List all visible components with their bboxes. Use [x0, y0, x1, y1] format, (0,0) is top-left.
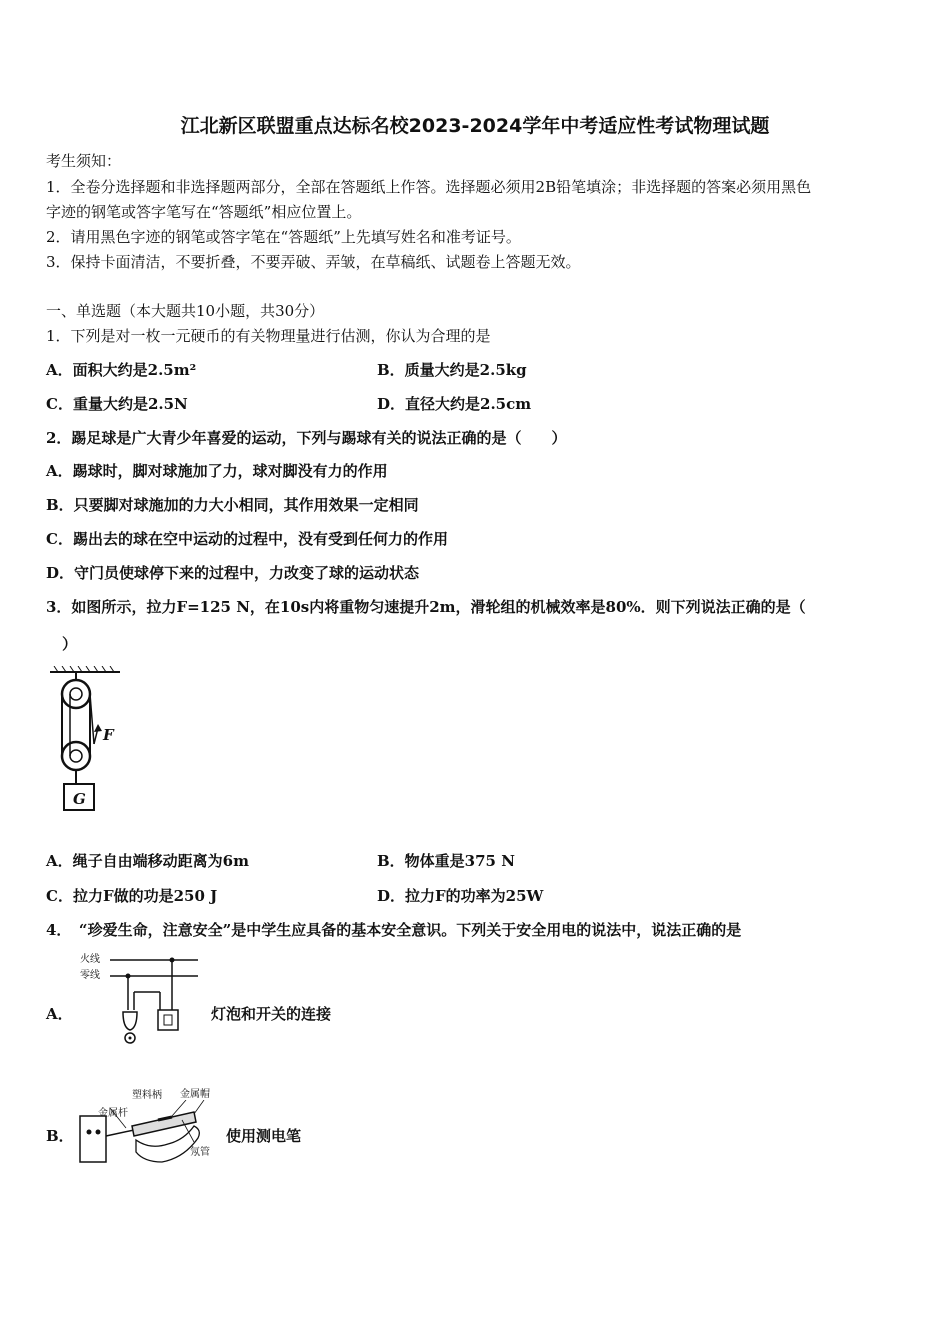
- q1-stem: 1．下列是对一枚一元硬币的有关物理量进行估测，你认为合理的是: [46, 327, 491, 345]
- pulley-diagram: [48, 666, 128, 816]
- q3-option-a: A．绳子自由端移动距离为6m: [46, 852, 249, 870]
- q3-option-c: C．拉力F做的功是250 J: [46, 887, 218, 905]
- notice-line-3: 3．保持卡面清洁，不要折叠，不要弄破、弄皱，在草稿纸、试题卷上答题无效。: [46, 253, 581, 271]
- section-heading: 一、单选题（本大题共10小题，共30分）: [46, 302, 325, 320]
- q2-stem: 2．踢足球是广大青少年喜爱的运动，下列与踢球有关的说法正确的是（ ）: [46, 429, 567, 447]
- lamp-switch-circuit: [106, 952, 202, 1052]
- tester-cap-label: 金属帽: [180, 1089, 210, 1100]
- q2-option-a: A．踢球时，脚对球施加了力，球对脚没有力的作用: [46, 462, 388, 480]
- q1-option-c: C．重量大约是2.5N: [46, 395, 188, 413]
- q4-stem: 4． “珍爱生命，注意安全”是中学生应具备的基本安全意识。下列关于安全用电的说法中，说法正确的是: [46, 921, 742, 939]
- voltage-tester-figure: [76, 1100, 224, 1170]
- q3-stem: 3．如图所示，拉力F=125 N，在10s内将重物匀速提升2m，滑轮组的机械效率是80%．则下列说法正确的是（: [46, 598, 806, 616]
- q2-option-b: B．只要脚对球施加的力大小相同，其作用效果一定相同: [46, 496, 419, 514]
- notice-line-1b: 字迹的钢笔或答字笔写在“答题纸”相应位置上。: [46, 203, 362, 221]
- q4-option-a-caption: 灯泡和开关的连接: [211, 1005, 332, 1023]
- circuit-neutral-label: 零线: [80, 970, 100, 981]
- q3-stem-end: ）: [62, 635, 78, 653]
- q1-option-a: A．面积大约是2.5m²: [46, 361, 197, 379]
- notice-heading: 考生须知：: [46, 152, 122, 170]
- notice-line-2: 2．请用黑色字迹的钢笔或答字笔在“答题纸”上先填写姓名和准考证号。: [46, 228, 521, 246]
- pulley-weight-label: G: [73, 790, 86, 808]
- q1-option-d: D．直径大约是2.5cm: [377, 395, 532, 413]
- q2-option-d: D．守门员使球停下来的过程中，力改变了球的运动状态: [46, 564, 420, 582]
- q2-option-c: C．踢出去的球在空中运动的过程中，没有受到任何力的作用: [46, 530, 448, 548]
- notice-line-1a: 1．全卷分选择题和非选择题两部分，全部在答题纸上作答。选择题必须用2B铅笔填涂；非选择题的答案必须用黑色: [46, 178, 812, 196]
- page-title: 江北新区联盟重点达标名校2023-2024学年中考适应性考试物理试题: [180, 115, 770, 137]
- pulley-force-label: F: [103, 726, 114, 744]
- q4-option-b-caption: 使用测电笔: [226, 1127, 302, 1145]
- q4-option-a-letter: A．: [46, 1005, 73, 1023]
- q3-option-b: B．物体重是375 N: [377, 852, 515, 870]
- tester-neon-label: 氖管: [190, 1147, 210, 1158]
- tester-plastic-label: 塑料柄: [132, 1090, 162, 1101]
- tester-rod-label: 金属杆: [98, 1108, 128, 1119]
- circuit-live-label: 火线: [80, 954, 100, 965]
- q3-option-d: D．拉力F的功率为25W: [377, 887, 544, 905]
- q4-option-b-letter: B．: [46, 1127, 74, 1145]
- q1-option-b: B．质量大约是2.5kg: [377, 361, 527, 379]
